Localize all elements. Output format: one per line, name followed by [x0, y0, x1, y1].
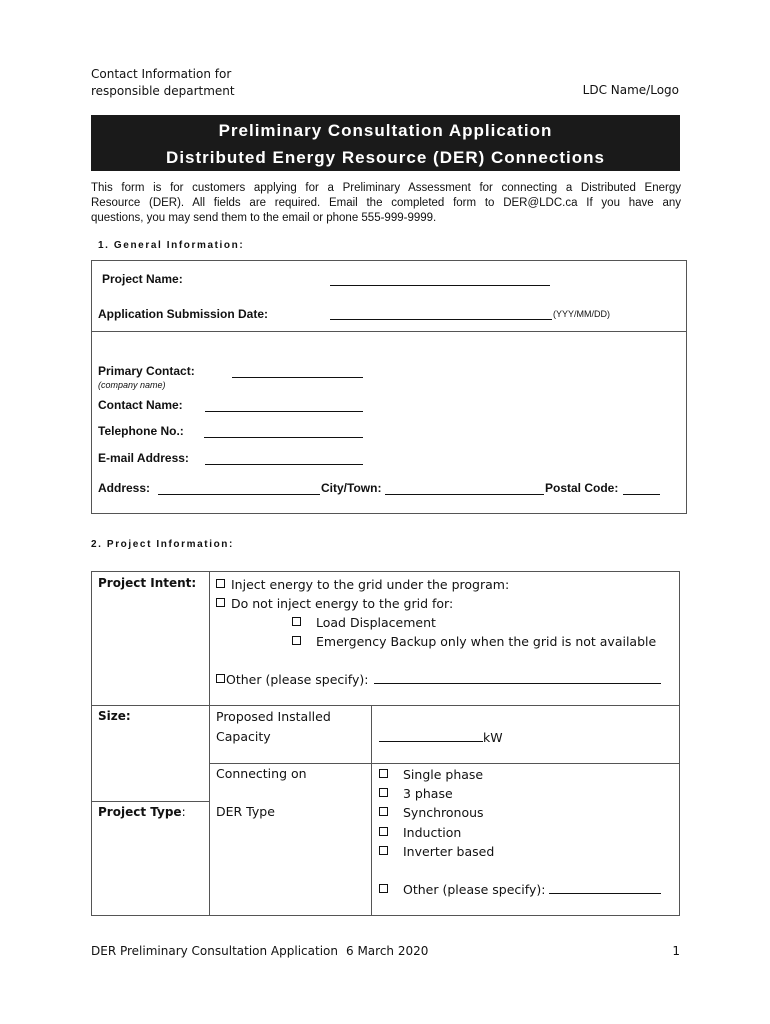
intent-inject-option[interactable]: Inject energy to the grid under the program: [216, 575, 661, 594]
intent-load-displacement-option[interactable]: Load Displacement [216, 613, 661, 632]
telephone-field[interactable] [204, 424, 363, 438]
intent-other-option[interactable]: Other (please specify): [216, 670, 661, 689]
intent-emergency-backup-option[interactable]: Emergency Backup only when the grid is not available [216, 632, 661, 651]
capacity-unit: kW [483, 730, 503, 745]
capacity-label: Proposed Installed Capacity [216, 709, 331, 744]
connection-options [379, 765, 661, 899]
address-field[interactable] [158, 481, 320, 495]
title-banner [91, 115, 680, 171]
contact-info-line2: responsible department [91, 84, 235, 98]
checkbox-icon[interactable] [379, 827, 388, 836]
der-option-other[interactable]: Other (please specify): [379, 880, 661, 899]
postal-code-label: Postal Code: [545, 481, 619, 495]
contact-name-field[interactable] [205, 398, 363, 412]
company-name-hint: (company name) [98, 380, 166, 390]
der-option-synchronous[interactable]: Synchronous [379, 803, 661, 822]
checkbox-icon[interactable] [379, 884, 388, 893]
email-label: E-mail Address: [98, 451, 189, 465]
checkbox-icon[interactable] [379, 846, 388, 855]
der-option-inverter[interactable]: Inverter based [379, 842, 661, 861]
general-info-box [91, 260, 687, 514]
footer-page-number: 1 [672, 944, 680, 958]
intent-options [216, 575, 661, 689]
checkbox-icon[interactable] [292, 636, 301, 645]
ldc-logo-placeholder: LDC Name/Logo [582, 83, 679, 97]
intent-no-inject-option[interactable]: Do not inject energy to the grid for: [216, 594, 661, 613]
project-intent-label: Project Intent: [98, 576, 197, 590]
intro-text: This form is for customers applying for a Preliminary Assessment for connecting a Distributed Energy Resource (DER). All fields are required. Email the completed form to DER@LDC.ca If you have any questions, you may send them to the email or phone 555-999-9999. [91, 182, 681, 224]
primary-contact-field[interactable] [232, 364, 363, 378]
checkbox-icon[interactable] [216, 674, 225, 683]
footer-date: 6 March 2020 [346, 944, 429, 958]
city-field[interactable] [385, 481, 544, 495]
der-option-induction[interactable]: Induction [379, 823, 661, 842]
project-name-field[interactable] [330, 272, 550, 286]
city-label: City/Town: [321, 481, 382, 495]
footer-doc-name: DER Preliminary Consultation Application [91, 944, 338, 958]
intent-other-field[interactable] [374, 670, 661, 684]
capacity-field[interactable] [379, 728, 483, 742]
section-project-heading: 2. Project Information: [91, 539, 234, 550]
checkbox-icon[interactable] [216, 598, 225, 607]
phase-option-single[interactable]: Single phase [379, 765, 661, 784]
checkbox-icon[interactable] [292, 617, 301, 626]
der-type-label: DER Type [216, 804, 275, 819]
checkbox-icon[interactable] [216, 579, 225, 588]
size-label: Size: [98, 709, 131, 723]
phase-option-three[interactable]: 3 phase [379, 784, 661, 803]
checkbox-icon[interactable] [379, 807, 388, 816]
checkbox-icon[interactable] [379, 769, 388, 778]
checkbox-icon[interactable] [379, 788, 388, 797]
contact-info-line1: Contact Information for [91, 67, 232, 81]
capacity-field-group [379, 728, 503, 745]
general-info-divider [91, 331, 687, 332]
postal-code-field[interactable] [623, 481, 660, 495]
der-other-field[interactable] [549, 880, 661, 894]
project-name-label: Project Name: [102, 272, 183, 286]
address-label: Address: [98, 481, 151, 495]
date-format-hint: (YYY/MM/DD) [553, 309, 610, 319]
page-title: Preliminary Consultation Application [218, 121, 553, 140]
submission-date-field[interactable] [330, 306, 552, 320]
section-general-heading: 1. General Information: [98, 240, 245, 251]
telephone-label: Telephone No.: [98, 424, 184, 438]
connecting-on-label: Connecting on [216, 766, 307, 781]
email-field[interactable] [205, 451, 363, 465]
primary-contact-label: Primary Contact: [98, 364, 195, 378]
contact-name-label: Contact Name: [98, 398, 183, 412]
page-subtitle: Distributed Energy Resource (DER) Connections [166, 148, 605, 167]
submission-date-label: Application Submission Date: [98, 307, 269, 321]
project-type-label: Project Type: [98, 805, 186, 819]
